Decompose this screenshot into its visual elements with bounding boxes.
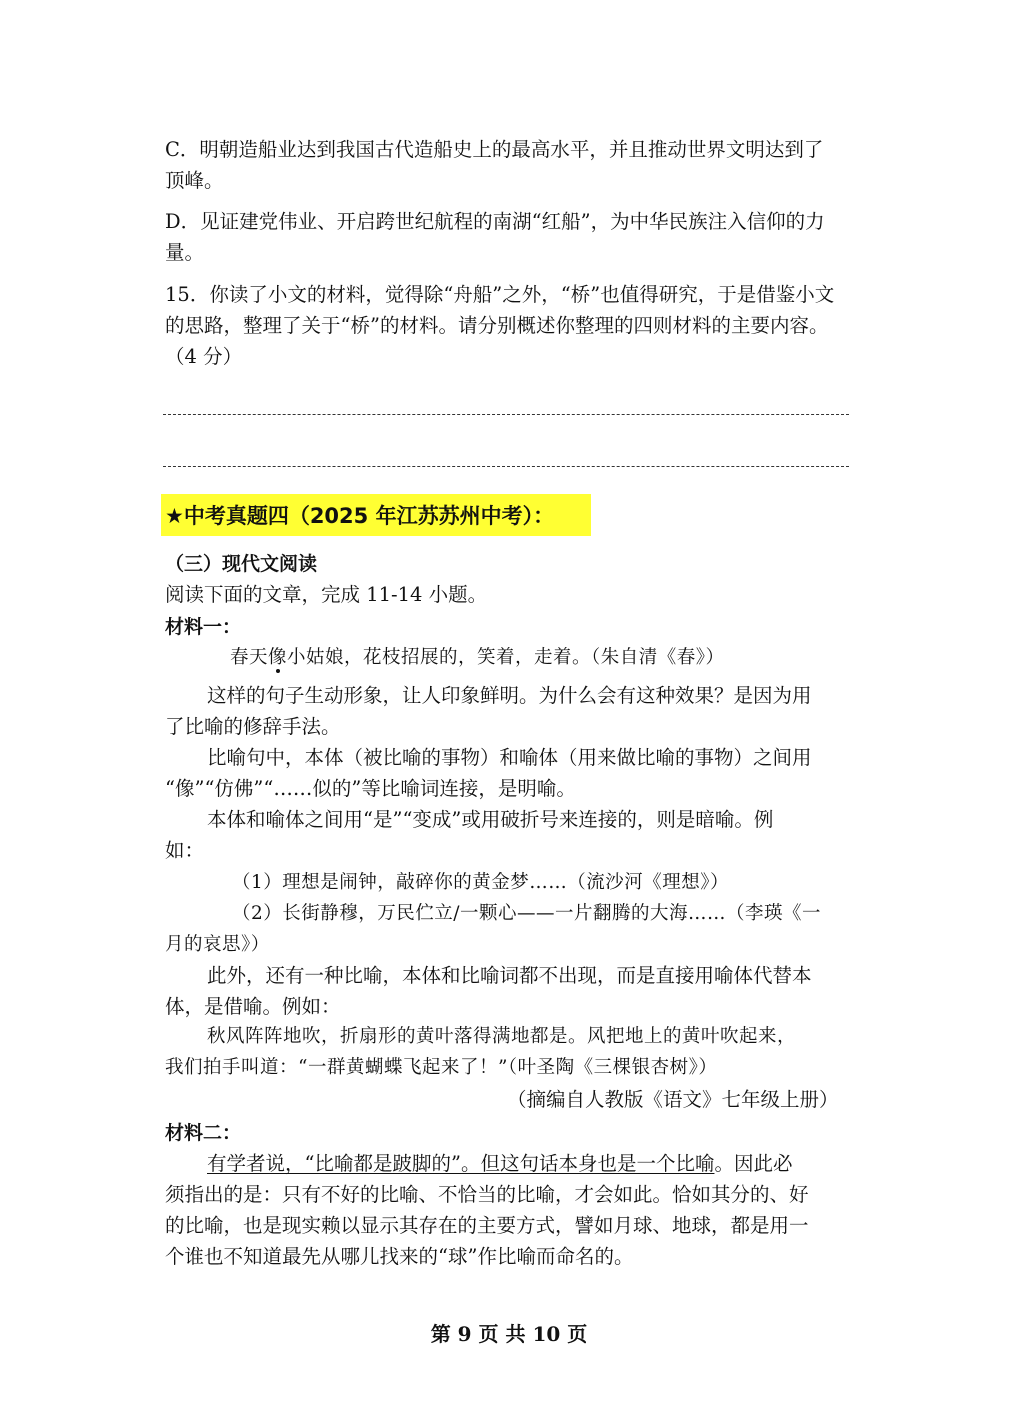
material-1-para-2-line-1: 比喻句中，本体（被比喻的事物）和喻体（用来做比喻的事物）之间用 bbox=[207, 746, 812, 769]
material-1-para-1-line-2: 了比喻的修辞手法。 bbox=[165, 715, 341, 738]
example-3-line-1: 秋风阵阵地吹，折扇形的黄叶落得满地都是。风把地上的黄叶吹起来， bbox=[207, 1026, 797, 1047]
quote-part-a: 春天 bbox=[230, 647, 269, 668]
material-1-para-1-line-1: 这样的句子生动形象，让人印象鲜明。为什么会有这种效果？是因为用 bbox=[207, 684, 812, 707]
sentence-rest: 。因此必 bbox=[714, 1152, 793, 1175]
material-1-para-4-line-2: 体，是借喻。例如： bbox=[165, 995, 341, 1018]
underlined-sentence: 有学者说，“比喻都是跛脚的”。但这句话本身也是一个比喻 bbox=[207, 1152, 715, 1175]
section-banner: ★中考真题四（2025 年江苏苏州中考）： bbox=[165, 504, 555, 528]
page-number-footer: 第 9 页 共 10 页 bbox=[430, 1322, 588, 1346]
material-1-para-3-line-1: 本体和喻体之间用“是”“变成”或用破折号来连接的，则是暗喻。例 bbox=[207, 808, 774, 831]
material-2-label: 材料二： bbox=[165, 1122, 242, 1144]
example-2-line-1: （2）长街静穆，万民伫立/一颗心——一片翻腾的大海……（李瑛《一 bbox=[232, 903, 822, 924]
material-2-para-line-4: 个谁也不知道最先从哪儿找来的“球”作比喻而命名的。 bbox=[165, 1245, 634, 1268]
material-1-para-3-line-2: 如： bbox=[165, 839, 205, 862]
section-intro: 阅读下面的文章，完成 11-14 小题。 bbox=[165, 583, 488, 606]
option-c-line-2: 顶峰。 bbox=[165, 169, 224, 192]
example-3-line-2: 我们拍手叫道：“一群黄蝴蝶飞起来了！”（叶圣陶《三棵银杏树》） bbox=[165, 1057, 718, 1078]
material-2-para-line-2: 须指出的是：只有不好的比喻、不恰当的比喻，才会如此。恰如其分的、好 bbox=[165, 1183, 809, 1206]
question-15-line-3: （4 分） bbox=[165, 345, 243, 368]
example-2-line-2: 月的哀思》） bbox=[165, 934, 270, 955]
material-1-para-2-line-2: “像”“仿佛”“……似的”等比喻词连接，是明喻。 bbox=[165, 777, 576, 800]
material-1-label: 材料一： bbox=[165, 616, 242, 638]
material-1-quote bbox=[230, 645, 725, 671]
option-c-line-1: C．明朝造船业达到我国古代造船史上的最高水平，并且推动世界文明达到了 bbox=[165, 138, 824, 161]
question-15-line-2: 的思路，整理了关于“桥”的材料。请分别概述你整理的四则材料的主要内容。 bbox=[165, 314, 829, 337]
option-d-line-2: 量。 bbox=[165, 241, 205, 264]
example-1: （1）理想是闹钟，敲碎你的黄金梦……（流沙河《理想》） bbox=[232, 872, 730, 893]
material-1-source: （摘编自人教版《语文》七年级上册） bbox=[507, 1088, 839, 1111]
option-d-line-1: D．见证建党伟业、开启跨世纪航程的南湖“红船”，为中华民族注入信仰的力 bbox=[165, 210, 825, 233]
material-2-para-line-3: 的比喻，也是现实赖以显示其存在的主要方式，譬如月球、地球，都是用一 bbox=[165, 1214, 809, 1237]
quote-part-b: 小姑娘，花枝招展的，笑着，走着。（朱自清《春》） bbox=[287, 647, 725, 668]
answer-blank-line-2[interactable] bbox=[163, 466, 849, 467]
material-2-para-line-1 bbox=[207, 1151, 792, 1177]
section-subtitle: （三）现代文阅读 bbox=[165, 553, 318, 575]
answer-blank-line-1[interactable] bbox=[163, 414, 849, 415]
question-15-line-1: 15．你读了小文的材料，觉得除“舟船”之外，“桥”也值得研究，于是借鉴小文 bbox=[165, 283, 835, 306]
material-1-para-4-line-1: 此外，还有一种比喻，本体和比喻词都不出现，而是直接用喻体代替本 bbox=[207, 964, 812, 987]
emphasis-dot-char: 像 bbox=[268, 647, 288, 668]
